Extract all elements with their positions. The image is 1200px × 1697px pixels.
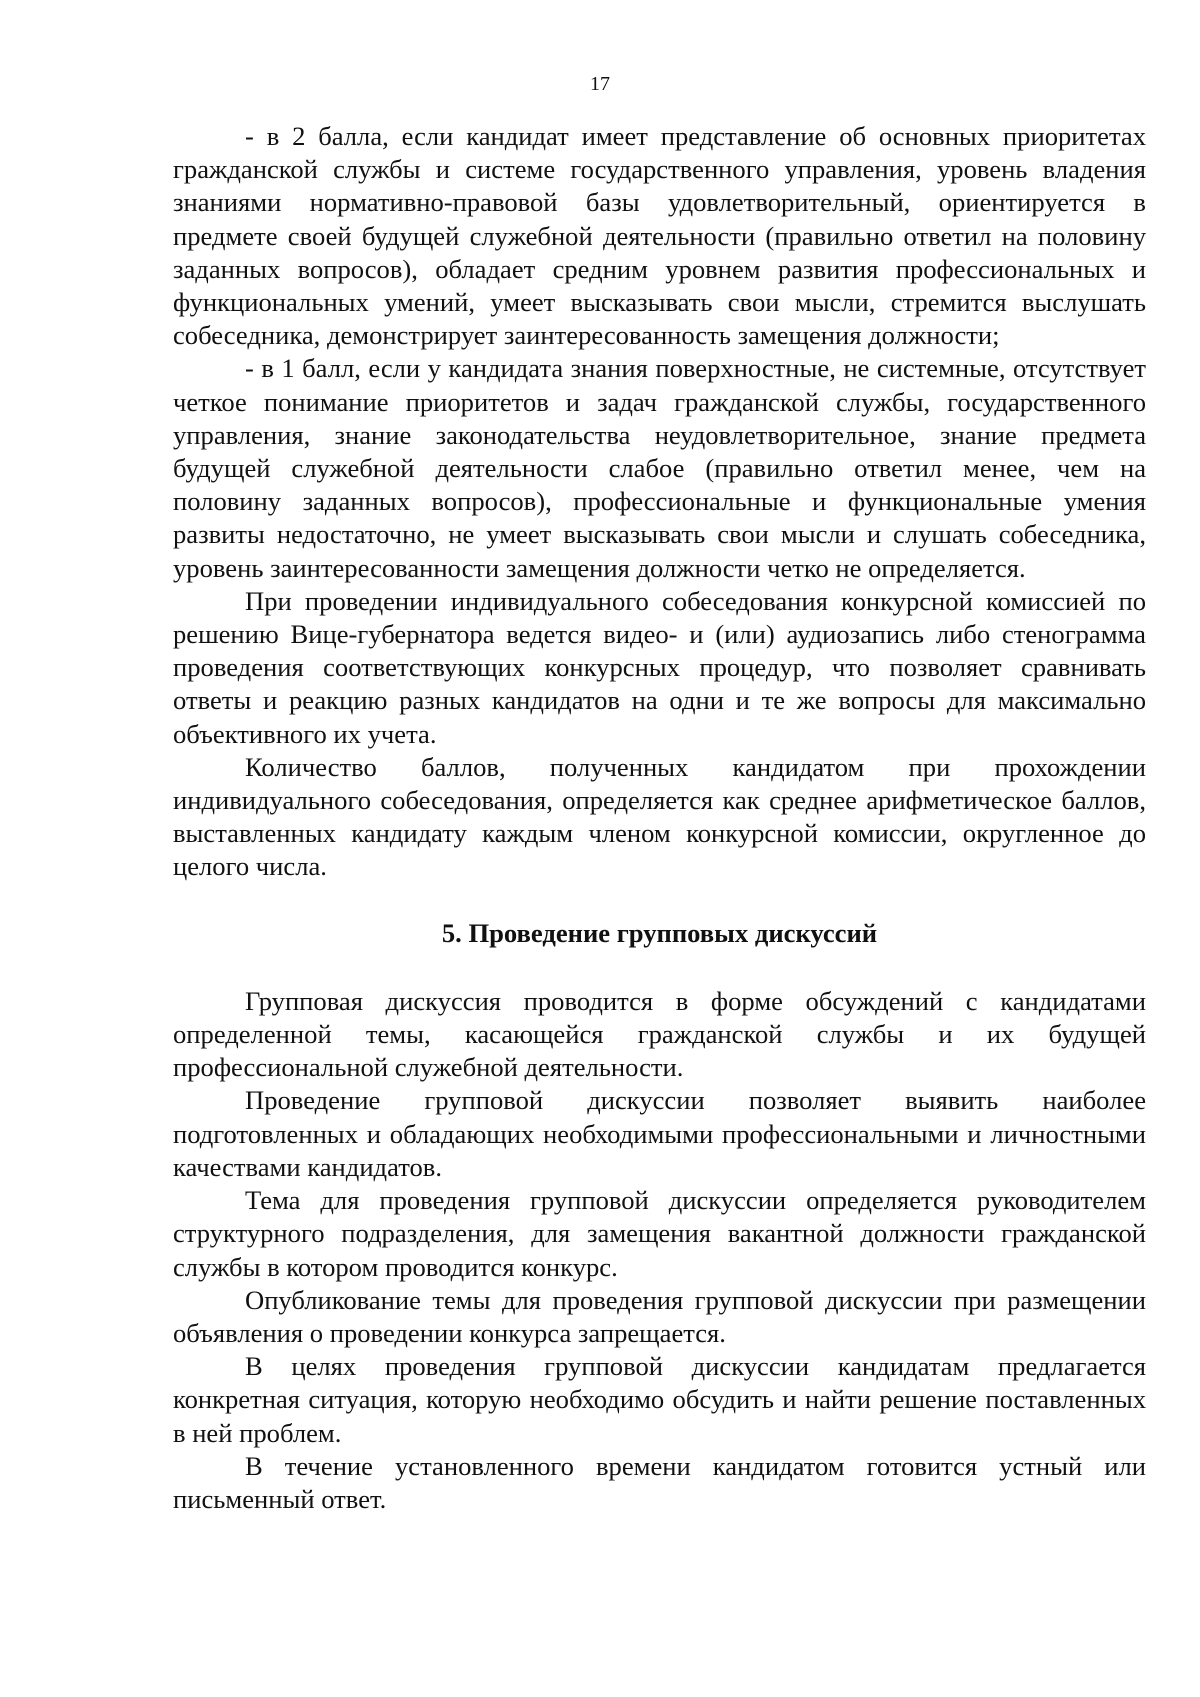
section-heading: 5. Проведение групповых дискуссий <box>441 917 878 948</box>
document-body <box>173 120 1146 1516</box>
paragraph-score-1: - в 1 балл, если у кандидата знания поверхностные, не системные, отсутствует четкое понимание приоритетов и задач гражданской службы, государственного управления, знание законодательства неудовлетворительное, знание предмета будущей служебной деятельности слабое (правильно ответил менее, чем на половину заданных вопросов), профессиональные и функциональные умения развиты недостаточно, не умеет высказывать свои мысли и слушать собеседника, уровень заинтересованности замещения должности четко не определяется. <box>173 353 1146 583</box>
paragraph-answer: В течение установленного времени кандидатом готовится устный или письменный ответ. <box>173 1450 1146 1514</box>
paragraph-recording: При проведении индивидуального собеседования конкурсной комиссией по решению Вице-губернатора ведется видео- и (или) аудиозапись либо стенограмма проведения соответствующих конкурсных процедур, что позволяет сравнивать ответы и реакцию разных кандидатов на одни и те же вопросы для максимально объективного их учета. <box>173 585 1146 749</box>
paragraph-score-calculation: Количество баллов, полученных кандидатом при прохождении индивидуального собеседования, определяется как среднее арифметическое баллов, выставленных кандидату каждым членом конкурсной комиссии, округленное до целого числа. <box>173 751 1146 882</box>
paragraph-discussion-purpose: Проведение групповой дискуссии позволяет выявить наиболее подготовленных и обладающих необходимыми профессиональными и личностными качествами кандидатов. <box>173 1085 1146 1182</box>
paragraph-situation: В целях проведения групповой дискуссии кандидатам предлагается конкретная ситуация, которую необходимо обсудить и найти решение поставленных в ней проблем. <box>173 1351 1146 1448</box>
heading-spacer-top <box>173 884 1146 917</box>
paragraph-topic-publication: Опубликование темы для проведения групповой дискуссии при размещении объявления о проведении конкурса запрещается. <box>173 1284 1146 1348</box>
paragraph-score-2: - в 2 балла, если кандидат имеет представление об основных приоритетах гражданской службы и системе государственного управления, уровень владения знаниями нормативно-правовой базы удовлетворительный, ориентируется в предмете своей будущей служебной деятельности (правильно ответил на половину заданных вопросов), обладает средним уровнем развития профессиональных и функциональных умений, умеет высказывать свои мысли, стремится выслушать собеседника, демонстрирует заинтересованность замещения должности; <box>173 121 1146 351</box>
paragraph-discussion-topic: Тема для проведения групповой дискуссии определяется руководителем структурного подразделения, для замещения вакантной должности гражданской службы в котором проводится конкурс. <box>173 1185 1146 1282</box>
heading-spacer-bottom <box>173 950 1146 985</box>
paragraph-discussion-form: Групповая дискуссия проводится в форме обсуждений с кандидатами определенной темы, касающейся гражданской службы и их будущей профессиональной служебной деятельности. <box>173 985 1146 1083</box>
page-number: 17 <box>590 73 610 95</box>
